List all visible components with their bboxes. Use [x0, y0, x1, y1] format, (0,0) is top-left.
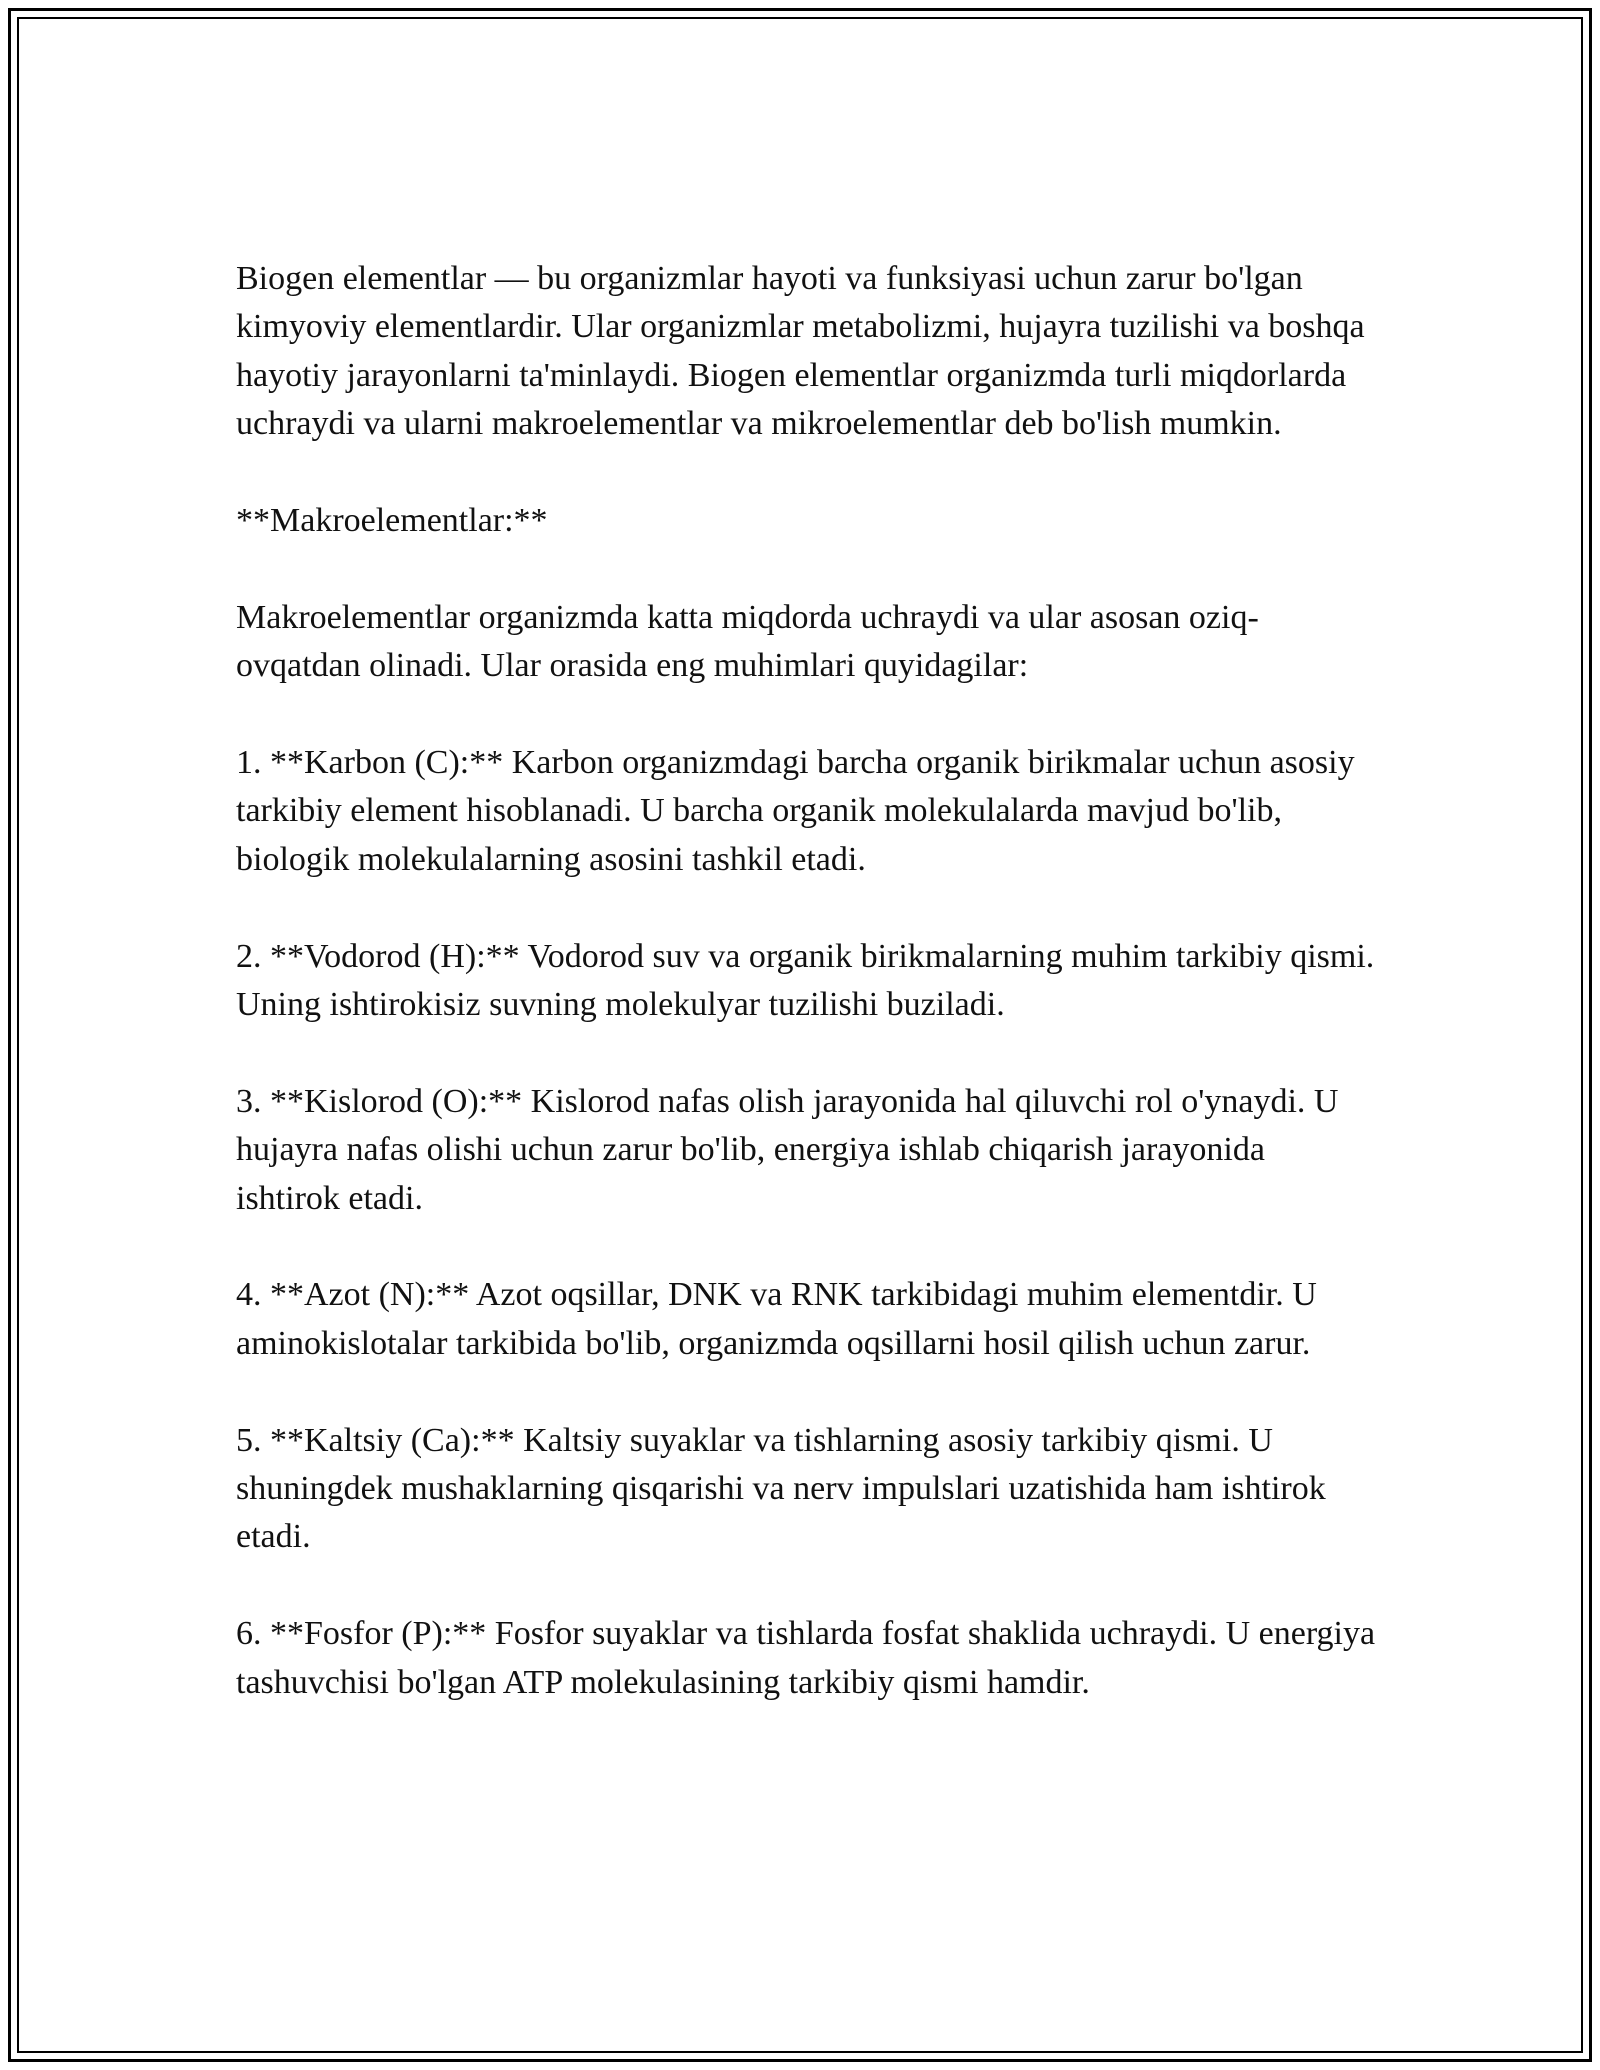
document-body — [236, 255, 1376, 1755]
intro-paragraph: Biogen elementlar — bu organizmlar hayoti va funksiyasi uchun zarur bo'lgan kimyoviy elementlardir. Ular organizmlar metabolizmi, hujayra tuzilishi va boshqa hayotiy jarayonlarni ta'minlaydi. Biogen elementlar organizmda turli miqdorlarda uchraydi va ularni makroelementlar va mikroelementlar deb bo'lish mumkin. — [236, 260, 1365, 443]
list-item-karbon: 1. **Karbon (C):** Karbon organizmdagi barcha organik birikmalar uchun asosiy tarkibiy element hisoblanadi. U barcha organik molekulalarda mavjud bo'lib, biologik molekulalarning asosini tashkil etadi. — [236, 744, 1355, 878]
section-intro-paragraph: Makroelementlar organizmda katta miqdorda uchraydi va ular asosan oziq-ovqatdan olinadi. Ular orasida eng muhimlari quyidagilar: — [236, 598, 1259, 685]
list-item-azot: 4. **Azot (N):** Azot oqsillar, DNK va RNK tarkibidagi muhim elementdir. U aminokislotalar tarkibida bo'lib, organizmda oqsillarni hosil qilish uchun zarur. — [236, 1276, 1317, 1362]
list-item-fosfor: 6. **Fosfor (P):** Fosfor suyaklar va tishlarda fosfat shaklida uchraydi. U energiya tashuvchisi bo'lgan ATP molekulasining tarkibiy qismi hamdir. — [236, 1615, 1376, 1701]
list-item-kaltsiy: 5. **Kaltsiy (Ca):** Kaltsiy suyaklar va tishlarning asosiy tarkibiy qismi. U shuningdek mushaklarning qisqarishi va nerv impulslari uzatishida ham ishtirok etadi. — [236, 1421, 1326, 1556]
list-item-vodorod: 2. **Vodorod (H):** Vodorod suv va organik birikmalarning muhim tarkibiy qismi. Uning ishtirokisiz suvning molekulyar tuzilishi buziladi. — [236, 937, 1375, 1024]
list-item-kislorod: 3. **Kislorod (O):** Kislorod nafas olish jarayonida hal qiluvchi rol o'ynaydi. U hujayra nafas olishi uchun zarur bo'lib, energiya ishlab chiqarish jarayonida ishtirok etadi. — [236, 1082, 1339, 1217]
section-heading: **Makroelementlar:** — [236, 502, 548, 540]
